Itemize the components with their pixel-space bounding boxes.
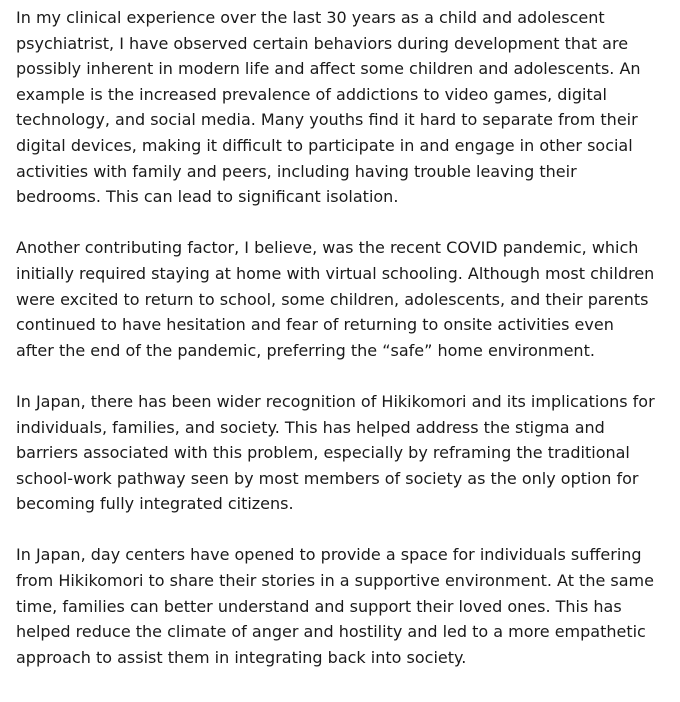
paragraph-japan-recognition: In Japan, there has been wider recognition of Hikikomori and its implications for individuals, families, and society. This has helped address the stigma and barriers associated with this problem, especially by reframing the traditional school-work pathway seen by most members of society as the only option for becoming fully integrated citizens. [16,391,655,514]
paragraph-clinical-experience: In my clinical experience over the last 30 years as a child and adolescent psychiatrist, I have observed certain behaviors during development that are possibly inherent in modern life and affect some children and adolescents. An example is the increased prevalence of addictions to video games, digital technology, and social media. Many youths find it hard to separate from their digital devices, making it difficult to participate in and engage in other social activities with family and peers, including having trouble leaving their bedrooms. This can lead to significant isolation. [16,8,641,207]
paragraph-covid-factor: Another contributing factor, I believe, was the recent COVID pandemic, which initially required staying at home with virtual schooling. Although most children were excited to return to school, some children, adolescents, and their parents continued to have hesitation and fear of returning to onsite activities even after the end of the pandemic, preferring the “safe” home environment. [16,238,655,360]
paragraph-japan-day-centers: In Japan, day centers have opened to provide a space for individuals suffering from Hikikomori to share their stories in a supportive environment. At the same time, families can better understand and support their loved ones. This has helped reduce the climate of anger and hostility and led to a more empathetic approach to assist them in integrating back into society. [16,545,654,667]
article-body [16,5,656,670]
